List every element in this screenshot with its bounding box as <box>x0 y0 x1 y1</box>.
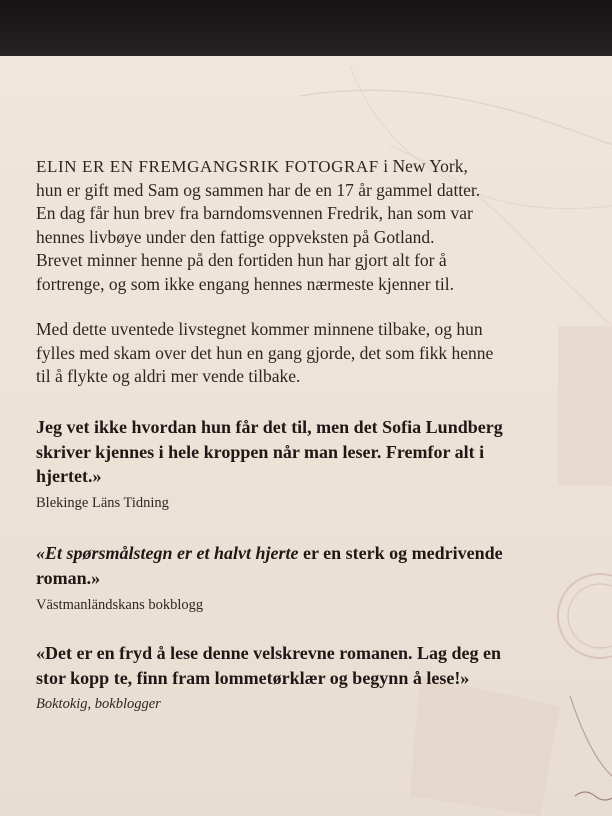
synopsis-line-1: ELIN ER EN FREMGANGSRIK FOTOGRAF i New York, <box>36 156 468 176</box>
quote1-line-1: Jeg vet ikke hvordan hun får det til, men det Sofia Lundberg <box>36 417 503 437</box>
review-quote-2 <box>36 541 503 590</box>
synopsis-line-4: hennes livbøye under den fattige oppveksten på Gotland. <box>36 226 435 247</box>
synopsis-p2-line-1: Med dette uventede livstegnet kommer minnene tilbake, og hun <box>36 319 483 339</box>
quote1-line-2: skriver kjennes i hele kroppen når man leser. Fremfor alt i <box>36 441 485 462</box>
quote2-line-1: «Et spørsmålstegn er et halvt hjerte er en sterk og medrivende <box>36 543 503 563</box>
synopsis-paragraph-2 <box>36 318 493 389</box>
synopsis-line-2: hun er gift med Sam og sammen har de en 17 år gammel datter. <box>36 179 481 200</box>
book-back-cover <box>0 56 612 816</box>
quote1-source: Blekinge Läns Tidning <box>36 495 169 511</box>
quote3-source: Boktokig, bokblogger <box>36 696 161 712</box>
quote2-source: Västmanländskans bokblogg <box>36 597 204 613</box>
quote3-line-2: stor kopp te, finn fram lommetørklær og begynn å lese!» <box>36 667 470 688</box>
synopsis-line-5: Brevet minner henne på den fortiden hun har gjort alt for å <box>36 250 447 271</box>
review-quote-3 <box>36 641 501 690</box>
review-quote-1 <box>36 415 503 489</box>
synopsis-line-3: En dag får hun brev fra barndomsvennen Fredrik, han som var <box>36 203 473 224</box>
synopsis-paragraph-1 <box>36 155 480 297</box>
quote2-line-2: roman.» <box>36 567 101 588</box>
synopsis-p2-line-2: fylles med skam over det hun en gang gjorde, det som fikk henne <box>36 342 494 363</box>
quote3-line-1: «Det er en fryd å lese denne velskrevne romanen. Lag deg en <box>36 643 501 663</box>
synopsis-line-6: fortrenge, og som ikke engang hennes nærmeste kjenner til. <box>36 273 454 294</box>
synopsis-p2-line-3: til å flykte og aldri mer vende tilbake. <box>36 366 301 387</box>
background-shadow <box>0 0 612 58</box>
quote1-line-3: hjertet.» <box>36 466 102 486</box>
